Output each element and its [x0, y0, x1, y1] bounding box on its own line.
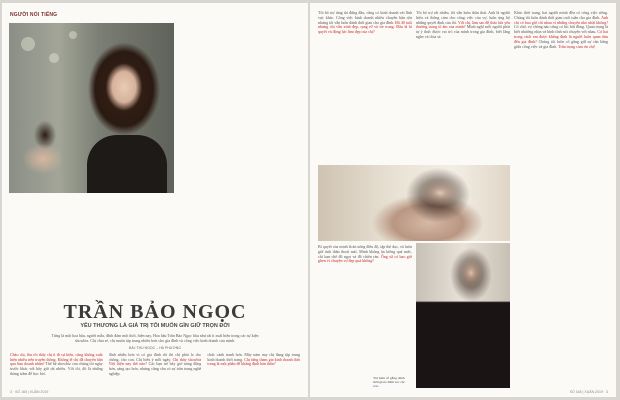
- photo-caption: Tôi luôn cố gắng dành thời gian chăm sóc các con.: [372, 375, 408, 389]
- left-column-1: [10, 353, 103, 387]
- article-subhead: YÊU THƯƠNG LÀ GIÁ TRỊ TÔI MUỐN GÌN GIỮ TRỌN ĐỜI: [80, 323, 230, 329]
- question: Ông xã có bao giờ ghen vì chuyện vợ đẹp quá không?: [318, 253, 412, 264]
- footer-left: 3 · SỐ 165 | XUÂN 2019: [10, 390, 49, 394]
- question: Có hai trong cách em được khẳng định là người luôn quan tâm đến gia đình?: [514, 29, 608, 44]
- answer: Các bạn trẻ bây giờ năng động hơn, sáng tạo hơn, nhưng cũng cần có sự trân trọng nghề nghiệp.: [108, 361, 202, 376]
- right-column-1: [318, 11, 412, 161]
- answer: Tôi bổ trợ rất nhiều, tôi vẫn luôn thần thái. Anh là người hiểu và thông cảm cho công việc của vợ, luôn ủng hộ những quyết định của tôi.: [416, 11, 510, 25]
- page-number: 3: [10, 390, 12, 394]
- issue-info: SỐ 165 | XUÂN 2019: [15, 390, 49, 394]
- page-number: 3: [606, 390, 608, 394]
- answer: Bí quyết của mình là ăn uống điều độ, tập thể dục, và luôn giữ tinh thần thoải mái. Mình không ăn kiêng quá mức, chỉ hạn chế đồ ngọt và đồ chiên rán.: [318, 245, 412, 259]
- left-columns: [10, 353, 300, 387]
- answer: Khác thời trang, hai người mình đều có công việc riêng. Chúng tôi luôn dành thời gian cuối tuần cho gia đình.: [514, 11, 608, 20]
- answer: Tôi bổ trợ tăng tài đứng đầu, cũng có kinh doanh vài lĩnh vực khác. Công việc kinh doanh nhiều chuyên bận rộn nhưng tôi vẫn luôn dành thời gian cho gia đình.: [318, 11, 412, 25]
- issue-info: SỐ 165 | XUÂN 2019: [569, 390, 603, 394]
- article-headline: TRẦN BẢO NGỌC: [63, 301, 247, 323]
- right-column-3: [514, 11, 608, 391]
- answer: Thế hệ showbiz của chúng tôi ngày trước khác với bây giờ rất nhiều. Với tôi, đó là những thăng trầm để học hỏi.: [10, 361, 103, 376]
- question: Anh chị có bao giờ cãi nhau vì những chuyện nhỏ nhặt không?: [514, 14, 608, 25]
- answer: chức cảnh tranh hơn. Mấy năm nay chị đang tập trung kinh doanh thời trang.: [207, 353, 301, 362]
- question: Chào chị, lâu rồi thấy chị ít đi sự kiện, cũng không xuất hiện nhiều trên truyền thông. Không lẽ chị đã chuyển hẳn qua làm doanh nhân?: [10, 353, 103, 367]
- answer: đình nhiều hơn vì có gia đình rồi thì chị phải lo cho chồng, cho con. Chị hiểu ý mỗi ngày.: [108, 353, 202, 362]
- question: Chị từng tham gia kinh doanh thời trang là một phần để khẳng định bản thân?: [207, 356, 301, 367]
- answer: Chúng tôi luôn cố gắng giữ sự cân bằng giữa công việc và gia đình.: [514, 38, 608, 49]
- question: Đã 40 tuổi nhưng chị vẫn xinh đẹp, rạng rỡ và trẻ trung. Đâu là bí quyết và động lực làm đẹp của chị?: [318, 19, 412, 35]
- magazine-spread: [2, 3, 618, 397]
- answer: Mình nghĩ mỗi người phải tự ý thức được vai trò của mình trong gia đình, biết lắng nghe và chia sẻ.: [416, 24, 510, 39]
- answer: Có chứ, vợ chồng nào cũng có lúc bất đồng. Quan trọng là biết nhường nhịn và bình tĩnh nói chuyện với nhau.: [514, 24, 608, 35]
- left-column-3: [207, 353, 300, 387]
- right-column-1-continued: [318, 245, 412, 385]
- section-label: NGƯỜI NỔI TIẾNG: [10, 12, 58, 18]
- left-page: [2, 3, 308, 397]
- portrait-photo: [9, 23, 174, 193]
- byline: BÀI: THU NGỌC – HÀ PHƯƠNG: [128, 346, 182, 350]
- standing-photo: [416, 243, 510, 388]
- question: Với chị, làm sao để tháo lửa yêu thương trong tổ ấm của mình?: [416, 19, 510, 30]
- article-lede: Từng là một hoa hậu, người mẫu, đĩnh đám một thời, hiện nay, Hoa hậu Trần Bảo Ngọc hầu như rất ít xuất hiện trong các sự kiện showbiz. Chị chia sẻ, chị muốn tập trung nhiều hơn cho gia đình và công việc kinh doanh của mình.: [51, 333, 259, 343]
- closing-line: Trân trọng cảm ơn chị!: [558, 43, 596, 49]
- footer-right: SỐ 165 | XUÂN 2019 · 3: [569, 390, 608, 394]
- right-page: [310, 3, 616, 397]
- lounging-photo: [318, 165, 510, 241]
- question: Chị thấy showbiz Việt hiện nay thế nào?: [108, 356, 202, 367]
- left-column-2: [109, 353, 202, 387]
